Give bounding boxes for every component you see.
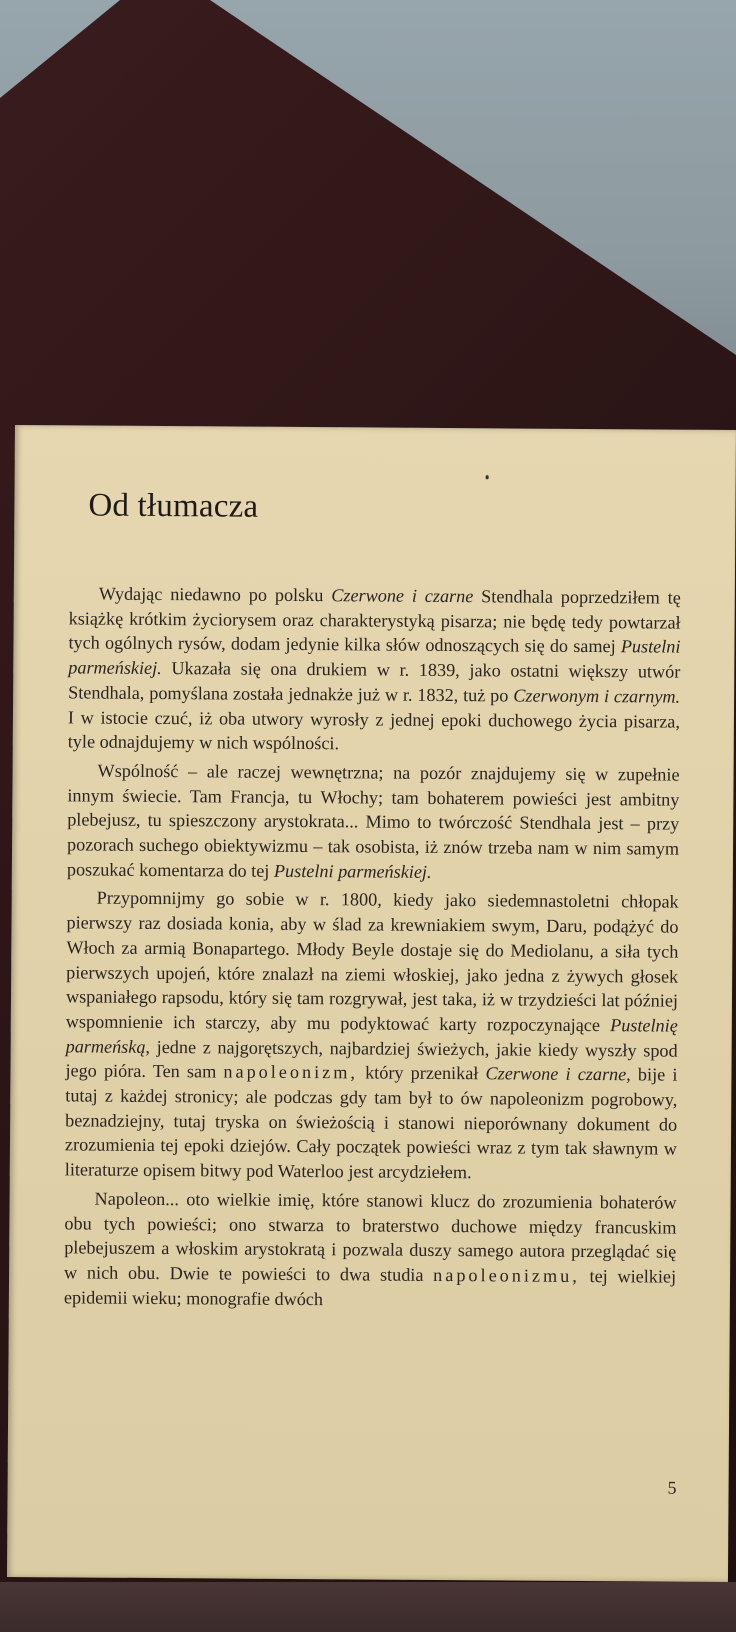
paragraph-text: Ukazała się ona drukiem w r. 1839, jako ostatni większy utwór Stendhala, pomyślana została jednakże już w r. 1832, tuż po bbox=[68, 658, 681, 706]
paragraph-4 bbox=[64, 1186, 677, 1314]
body-text bbox=[64, 581, 681, 1318]
paragraph-text: bije i tutaj z każdej stronicy; ale podczas gdy tam był to ów napoleonizm pogrobowy, beznadziejny, tutaj tryska on świeżością i stanowi nieporównany dokument do zrozumienia tej epoki dziejów. Cały początek powieści wraz z tym tak sławnym w literaturze opisem bitwy pod Waterloo jest arcydziełem. bbox=[64, 1064, 678, 1183]
page-title: Od tłumacza bbox=[88, 487, 259, 525]
book-page bbox=[7, 425, 736, 1582]
spaced-emphasis-text: napoleonizmu, bbox=[433, 1264, 580, 1286]
paragraph-text: który przenikał bbox=[357, 1062, 486, 1084]
ink-speck bbox=[486, 475, 489, 479]
paragraph-3 bbox=[65, 886, 679, 1187]
italic-title-text: Pustelni parmeńskiej. bbox=[273, 860, 432, 882]
italic-title-text: Czerwone i czarne bbox=[331, 585, 474, 607]
paragraph-text: Wydając niedawno po polsku bbox=[98, 583, 332, 606]
spaced-emphasis-text: napoleonizm, bbox=[223, 1061, 359, 1083]
paragraph-text: I w istocie czuć, iż oba utwory wyrosły z jednej epoki duchowego życia pisarza, tyle odnajdujemy w nich wspólności. bbox=[67, 706, 681, 754]
page-number: 5 bbox=[667, 1477, 677, 1498]
italic-title-text: Pustelni parmeńskiej. bbox=[68, 636, 681, 679]
italic-title-text: Pustelnię parmeńską, bbox=[65, 1015, 678, 1057]
background-table-edge bbox=[0, 1582, 736, 1632]
paragraph-text: Wspólność – ale raczej wewnętrzna; na pozór znajdujemy się w zupełnie innym świecie. Tam Francja, tu Włochy; tam bohaterem powieści jest ambitny plebejusz, tu spieszczony arystokrata... Mimo to twórczość Stendhala jest – przy pozorach suchego obiektywizmu – tak osobista, iż znów trzeba nam w nim samym poszukać komentarza do tej bbox=[66, 760, 680, 881]
paragraph-text: Napoleon... oto wielkie imię, które stanowi klucz do zrozumienia bohaterów obu tych powieści; ono stwarza to braterstwo duchowe między francuskim plebejuszem a włoskim arystokratą i pozwala duszy samego autora przeglądać się w nich obu. Dwie te powieści to dwa studia bbox=[64, 1188, 677, 1285]
italic-title-text: Czerwonym i czarnym. bbox=[513, 685, 681, 707]
paragraph-text: tej wielkiej epidemii wieku; monografie dwóch bbox=[63, 1265, 677, 1309]
paragraph-text: jedne z najgorętszych, najbardziej świeżych, jakie kiedy wyszły spod jego pióra. Ten sam bbox=[65, 1036, 678, 1082]
paragraph-2 bbox=[67, 758, 680, 886]
italic-title-text: Czerwone i czarne, bbox=[485, 1063, 631, 1085]
paragraph-text: Stendhala poprzedziłem tę książkę krótkim życiorysem oraz charakterystyką pisarza; nie będę tedy powtarzał tych ogólnych rysów, dodam jedynie kilka słów odnoszących się do samej bbox=[68, 586, 681, 657]
paragraph-text: Przypomnijmy go sobie w r. 1800, kiedy jako siedemnastoletni chłopak pierwszy raz dosiada konia, aby w ślad za krewniakiem swym, Daru, podążyć do Włoch za armią Bonapartego. Młody Beyle dostaje się do Mediolanu, a siła tych pierwszych upojeń, które znalazł na ziemi włoskiej, jako jedna z żywych głosek wspaniałego rapsodu, który się tam rozgrywał, jest taka, iż w trzydzieści lat później wspomnienie ich starczy, aby mu podyktować karty rozpoczynające bbox=[65, 888, 679, 1036]
paragraph-1 bbox=[68, 581, 681, 758]
